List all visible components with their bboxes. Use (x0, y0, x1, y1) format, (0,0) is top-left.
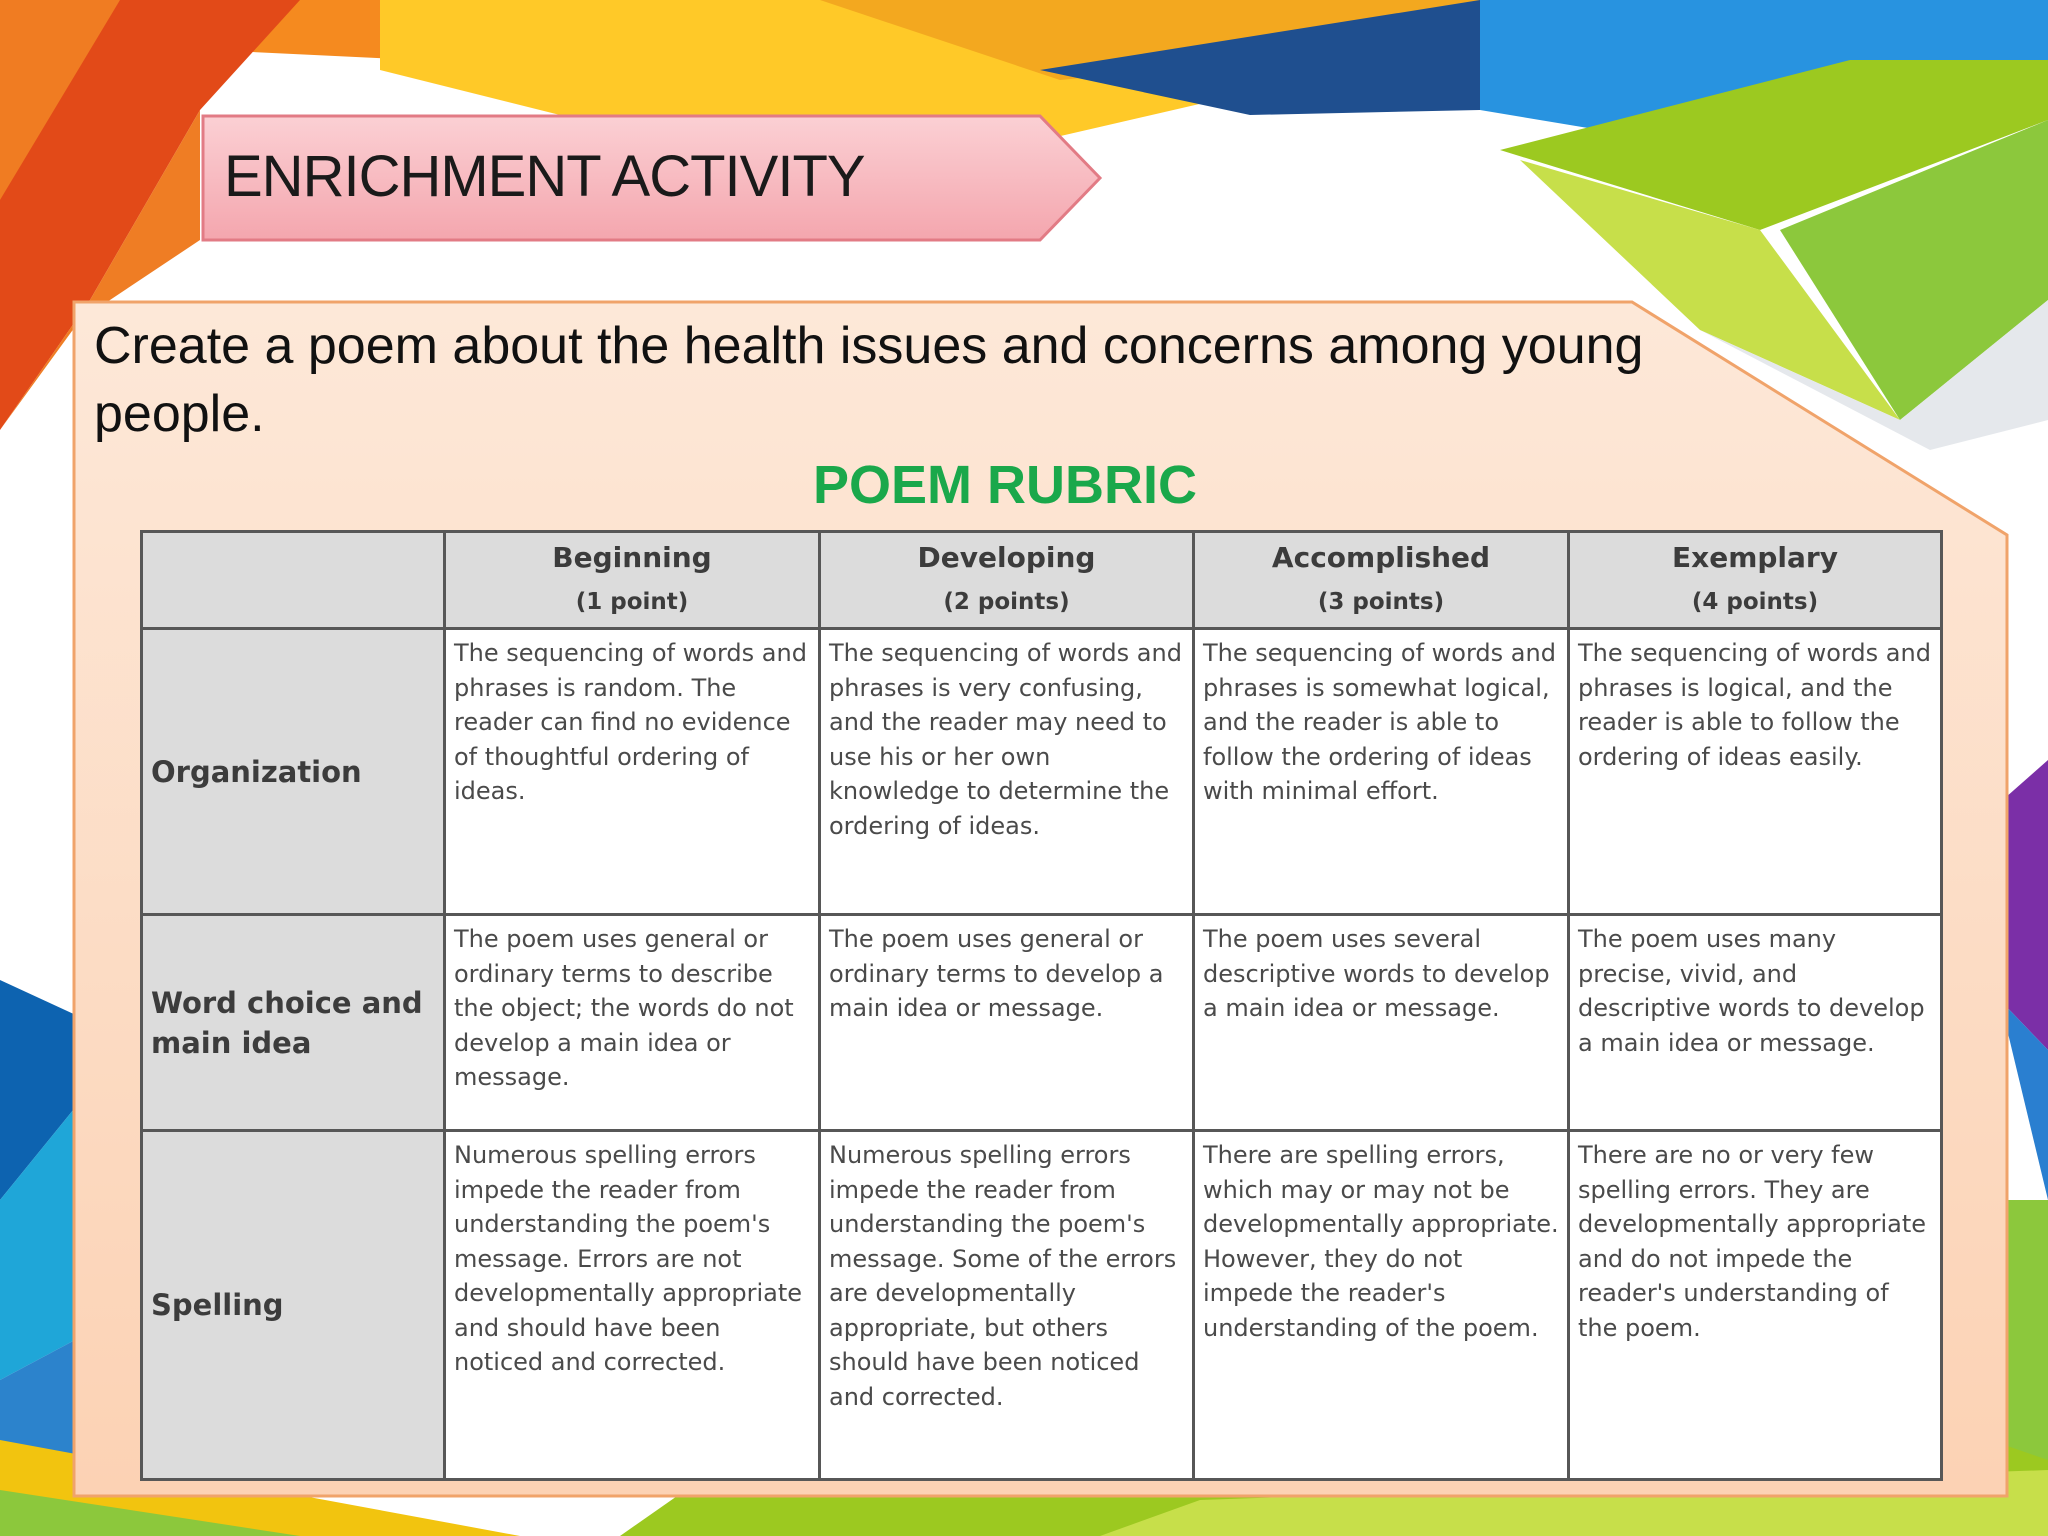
column-points: (1 point) (575, 589, 689, 615)
poem-rubric-table (140, 530, 1943, 1481)
rubric-cell: The poem uses general or ordinary terms to describe the object; the words do not develop a main idea or message. (445, 915, 820, 1131)
slide-title: ENRICHMENT ACTIVITY (224, 144, 865, 209)
rubric-cell: The sequencing of words and phrases is somewhat logical, and the reader is able to follow the ordering of ideas with minimal effort. (1194, 629, 1569, 915)
rubric-cell: There are spelling errors, which may or may not be developmentally appropriate. However, they do not impede the reader's understanding of the poem. (1194, 1131, 1569, 1480)
rubric-title: POEM RUBRIC (812, 455, 1197, 515)
column-points: (3 points) (1317, 589, 1445, 615)
rubric-cell: The sequencing of words and phrases is logical, and the reader is able to follow the ordering of ideas easily. (1569, 629, 1942, 915)
rubric-cell: The sequencing of words and phrases is random. The reader can find no evidence of thoughtful ordering of ideas. (445, 629, 820, 915)
column-points: (2 points) (943, 589, 1070, 615)
column-points: (4 points) (1691, 589, 1819, 615)
rubric-header-row (142, 532, 1942, 629)
rubric-row-word-choice (142, 915, 1942, 1131)
title-banner (200, 113, 1105, 243)
criterion-label: Word choice and main idea (142, 915, 445, 1131)
rubric-cell: The sequencing of words and phrases is very confusing, and the reader may need to use his or her own knowledge to determine the ordering of ideas. (820, 629, 1194, 915)
rubric-cell: Numerous spelling errors impede the reader from understanding the poem's message. Errors are not developmentally appropriate and should have been noticed and corrected. (445, 1131, 820, 1480)
activity-instruction: Create a poem about the health issues and concerns among young people. (94, 317, 1644, 443)
column-label: Exemplary (1672, 541, 1838, 574)
criterion-label: Spelling (142, 1131, 445, 1480)
criterion-label: Organization (142, 629, 445, 915)
column-header-exemplary (1569, 532, 1942, 629)
column-header-developing (820, 532, 1194, 629)
corner-cell (142, 532, 445, 629)
rubric-cell: The poem uses many precise, vivid, and descriptive words to develop a main idea or message. (1569, 915, 1942, 1131)
rubric-row-organization (142, 629, 1942, 915)
rubric-row-spelling (142, 1131, 1942, 1480)
rubric-cell: Numerous spelling errors impede the reader from understanding the poem's message. Some of the errors are developmentally appropriate, but others should have been noticed and corrected. (820, 1131, 1194, 1480)
rubric-cell: The poem uses general or ordinary terms to develop a main idea or message. (820, 915, 1194, 1131)
rubric-cell: There are no or very few spelling errors. They are developmentally appropriate and do not impede the reader's understanding of the poem. (1569, 1131, 1942, 1480)
column-header-beginning (445, 532, 820, 629)
rubric-cell: The poem uses several descriptive words to develop a main idea or message. (1194, 915, 1569, 1131)
column-label: Beginning (552, 541, 712, 574)
column-header-accomplished (1194, 532, 1569, 629)
column-label: Accomplished (1271, 541, 1491, 574)
column-label: Developing (917, 541, 1096, 574)
